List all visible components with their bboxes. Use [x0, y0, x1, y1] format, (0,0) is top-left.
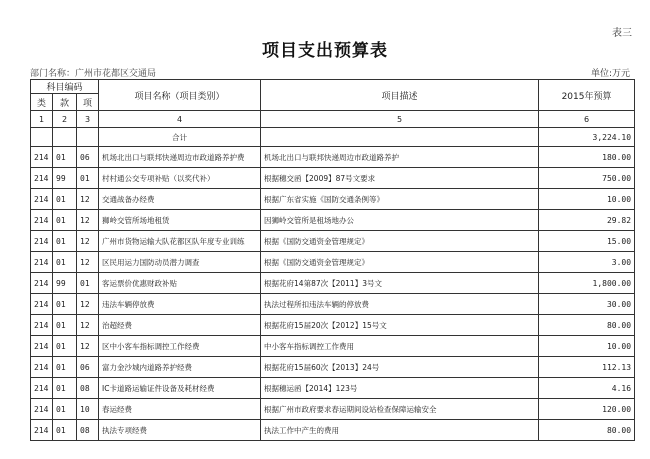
kuan-cell: 01 [53, 252, 77, 273]
project-name-cell: 狮岭交管所场地租赁 [99, 210, 261, 231]
column-number: 1 [31, 111, 53, 128]
column-number: 5 [261, 111, 539, 128]
lei-cell: 214 [31, 378, 53, 399]
table-row [31, 336, 635, 357]
kuan-cell: 01 [53, 315, 77, 336]
column-number: 4 [99, 111, 261, 128]
project-name-cell: 富力金沙城内道路养护经费 [99, 357, 261, 378]
xiang-cell: 06 [77, 147, 99, 168]
xiang-cell: 01 [77, 168, 99, 189]
project-name-cell: 治超经费 [99, 315, 261, 336]
lei-cell: 214 [31, 294, 53, 315]
xiang-cell: 12 [77, 336, 99, 357]
kuan-cell: 01 [53, 231, 77, 252]
xiang-cell: 08 [77, 420, 99, 441]
kuan-cell: 01 [53, 294, 77, 315]
description-cell: 根据穗运函【2014】123号 [261, 378, 539, 399]
subject-code-header: 科目编码 [31, 80, 99, 94]
kuan-cell: 99 [53, 168, 77, 189]
page-title: 项目支出预算表 [262, 41, 388, 61]
table-row [31, 231, 635, 252]
total-value: 3,224.10 [539, 128, 635, 147]
description-cell: 根据花府14第87次【2011】3号文 [261, 273, 539, 294]
table-row [31, 210, 635, 231]
budget-cell: 4.16 [539, 378, 635, 399]
column-number-row [31, 111, 635, 128]
description-cell: 根据《国防交通资金管理规定》 [261, 252, 539, 273]
project-name-cell: 春运经费 [99, 399, 261, 420]
budget-cell: 750.00 [539, 168, 635, 189]
budget-cell: 80.00 [539, 420, 635, 441]
table-row [31, 294, 635, 315]
budget-cell: 15.00 [539, 231, 635, 252]
budget-cell: 10.00 [539, 189, 635, 210]
table-row [31, 399, 635, 420]
table-row [31, 189, 635, 210]
description-cell: 中小客车指标调控工作费用 [261, 336, 539, 357]
xiang-cell: 12 [77, 315, 99, 336]
project-name-cell: 交通战备办经费 [99, 189, 261, 210]
project-name-cell: 区中小客车指标调控工作经费 [99, 336, 261, 357]
table-row [31, 420, 635, 441]
project-name-cell: 广州市货物运输大队花都区队年度专业训练 [99, 231, 261, 252]
kuan-header: 款 [53, 94, 77, 111]
description-cell: 机场北出口与联邦快递周边市政道路养护 [261, 147, 539, 168]
xiang-cell: 12 [77, 231, 99, 252]
lei-cell: 214 [31, 273, 53, 294]
xiang-cell: 06 [77, 357, 99, 378]
budget-cell: 30.00 [539, 294, 635, 315]
column-number: 6 [539, 111, 635, 128]
table-row [31, 168, 635, 189]
description-header: 项目描述 [261, 80, 539, 111]
kuan-cell: 99 [53, 273, 77, 294]
lei-cell: 214 [31, 252, 53, 273]
xiang-cell: 12 [77, 210, 99, 231]
description-cell: 根据花府15届60次【2013】24号 [261, 357, 539, 378]
lei-cell: 214 [31, 168, 53, 189]
project-name-cell: 执法专项经费 [99, 420, 261, 441]
lei-cell: 214 [31, 231, 53, 252]
budget-header: 2015年预算 [539, 80, 635, 111]
unit-label: 单位:万元 [590, 69, 630, 79]
xiang-cell: 12 [77, 189, 99, 210]
budget-cell: 3.00 [539, 252, 635, 273]
budget-cell: 10.00 [539, 336, 635, 357]
lei-cell: 214 [31, 399, 53, 420]
project-name-cell: 机场北出口与联邦快递周边市政道路养护费 [99, 147, 261, 168]
kuan-cell: 01 [53, 336, 77, 357]
form-number: 表三 [612, 28, 632, 39]
xiang-cell: 12 [77, 252, 99, 273]
lei-header: 类 [31, 94, 53, 111]
kuan-cell: 01 [53, 147, 77, 168]
lei-cell: 214 [31, 420, 53, 441]
description-cell: 根据《国防交通资金管理规定》 [261, 231, 539, 252]
column-number: 3 [77, 111, 99, 128]
lei-cell: 214 [31, 210, 53, 231]
project-name-cell: IC卡道路运输证件设备及耗材经费 [99, 378, 261, 399]
lei-cell: 214 [31, 147, 53, 168]
xiang-header: 项 [77, 94, 99, 111]
lei-cell: 214 [31, 336, 53, 357]
description-cell: 根据广东省实施《国防交通条例等》 [261, 189, 539, 210]
description-cell: 执法工作中产生的费用 [261, 420, 539, 441]
project-name-cell: 客运票价优惠财政补贴 [99, 273, 261, 294]
budget-cell: 1,800.00 [539, 273, 635, 294]
budget-cell: 80.00 [539, 315, 635, 336]
xiang-cell: 12 [77, 294, 99, 315]
project-name-header: 项目名称（项目类别） [99, 80, 261, 111]
total-label: 合计 [99, 128, 261, 147]
department-name: 部门名称：广州市花都区交通局 [30, 69, 157, 79]
kuan-cell: 01 [53, 210, 77, 231]
lei-cell: 214 [31, 315, 53, 336]
kuan-cell: 01 [53, 189, 77, 210]
kuan-cell: 01 [53, 357, 77, 378]
project-name-cell: 违法车辆停放费 [99, 294, 261, 315]
budget-cell: 112.13 [539, 357, 635, 378]
table-row [31, 315, 635, 336]
xiang-cell: 01 [77, 273, 99, 294]
budget-cell: 29.82 [539, 210, 635, 231]
description-cell: 根据穗交函【2009】87号文要求 [261, 168, 539, 189]
description-cell: 根据花府15届20次【2012】15号文 [261, 315, 539, 336]
table-row [31, 252, 635, 273]
project-name-cell: 区民用运力国防动员潜力调查 [99, 252, 261, 273]
description-cell: 执法过程所扣违法车辆的停放费 [261, 294, 539, 315]
kuan-cell: 01 [53, 420, 77, 441]
description-cell: 根据广州市政府要求春运期间设站检查保障运输安全 [261, 399, 539, 420]
budget-cell: 180.00 [539, 147, 635, 168]
table-row [31, 147, 635, 168]
lei-cell: 214 [31, 189, 53, 210]
table-row [31, 378, 635, 399]
lei-cell: 214 [31, 357, 53, 378]
kuan-cell: 01 [53, 378, 77, 399]
table-row [31, 357, 635, 378]
budget-table [30, 79, 635, 441]
kuan-cell: 01 [53, 399, 77, 420]
budget-cell: 120.00 [539, 399, 635, 420]
total-row [31, 128, 635, 147]
table-row [31, 273, 635, 294]
xiang-cell: 08 [77, 378, 99, 399]
column-number: 2 [53, 111, 77, 128]
xiang-cell: 10 [77, 399, 99, 420]
project-name-cell: 村村通公交专项补贴（以奖代补） [99, 168, 261, 189]
description-cell: 因狮岭交管所是租场地办公 [261, 210, 539, 231]
